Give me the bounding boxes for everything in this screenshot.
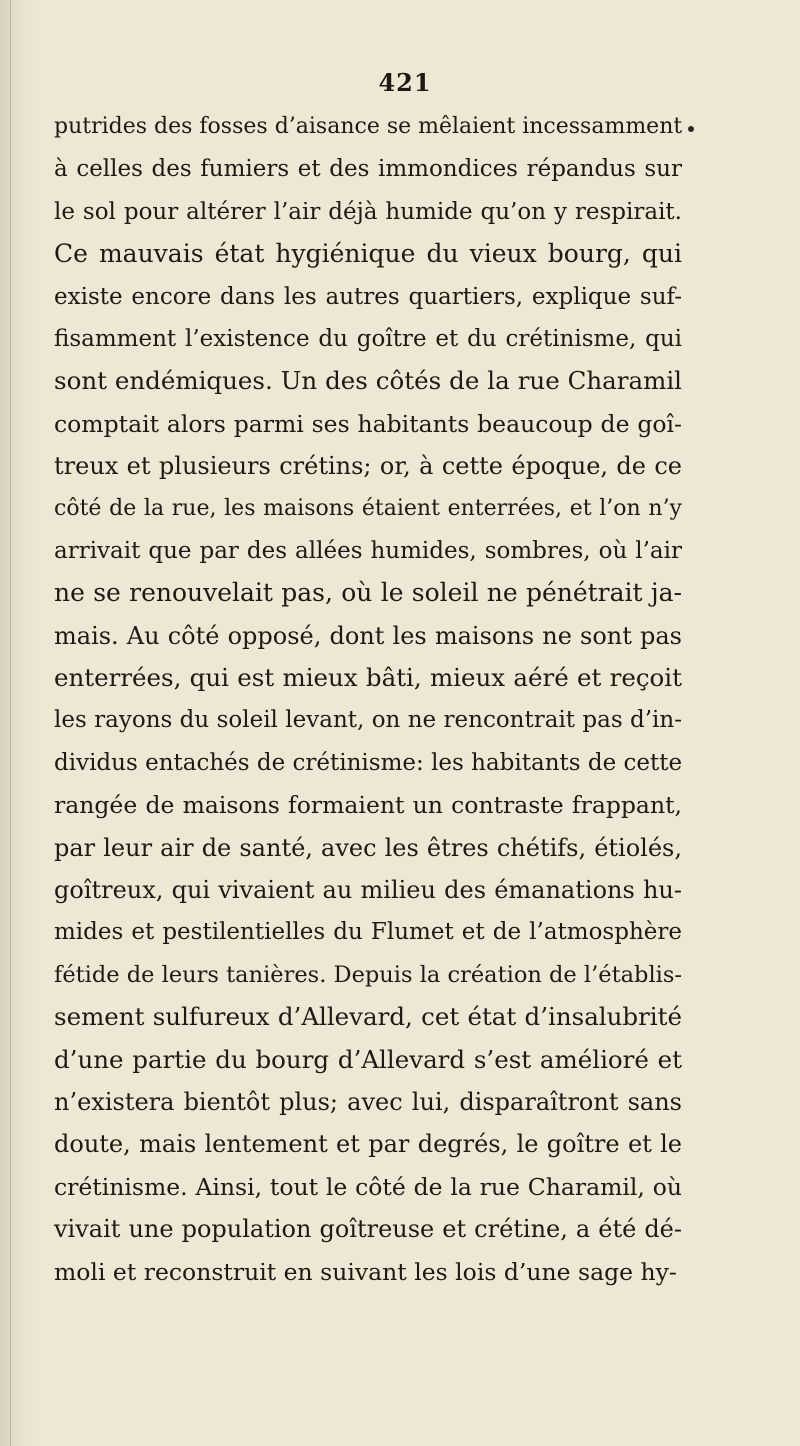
binding-gutter: [10, 0, 11, 1446]
text-line: d’une partie du bourg d’Allevard s’est amélioré et: [54, 1044, 682, 1074]
text-line: mais. Au côté opposé, dont les maisons ne sont pas: [54, 621, 682, 650]
text-line: comptait alors parmi ses habitants beaucoup de goî-: [54, 409, 682, 438]
text-line: mides et pestilentielles du Flumet et de l’atmosphère: [54, 919, 682, 946]
body-text: [54, 106, 682, 1293]
text-line: côté de la rue, les maisons étaient enterrées, et l’on n’y: [54, 495, 682, 521]
text-line: putrides des fosses d’aisance se mêlaient incessamment: [54, 114, 683, 139]
text-line: ne se renouvelait pas, où le soleil ne pénétrait ja-: [54, 578, 682, 608]
text-line: goîtreux, qui vivaient au milieu des émanations hu-: [54, 876, 682, 905]
text-line: doute, mais lentement et par degrés, le goître et le: [54, 1130, 682, 1159]
text-line: sont endémiques. Un des côtés de la rue Charamil: [54, 366, 682, 396]
text-line: dividus entachés de crétinisme: les habitants de cette: [54, 749, 683, 776]
text-line: par leur air de santé, avec les êtres chétifs, étiolés,: [54, 833, 682, 862]
text-line: arrivait que par des allées humides, sombres, où l’air: [54, 537, 682, 564]
text-line: existe encore dans les autres quartiers, explique suf-: [54, 283, 682, 310]
text-line: crétinisme. Ainsi, tout le côté de la rue Charamil, où: [54, 1172, 682, 1201]
text-line: les rayons du soleil levant, on ne rencontrait pas d’in-: [54, 707, 682, 734]
text-line: à celles des fumiers et des immondices répandus sur: [54, 156, 682, 183]
text-line: rangée de maisons formaient un contraste frappant,: [54, 791, 682, 820]
text-line: le sol pour altérer l’air déjà humide qu’on y respirait.: [54, 198, 682, 225]
text-line: n’existera bientôt plus; avec lui, disparaîtront sans: [54, 1087, 682, 1116]
text-line: sement sulfureux d’Allevard, cet état d’insalubrité: [54, 1002, 682, 1032]
text-line: moli et reconstruit en suivant les lois d’une sage hy-: [54, 1257, 677, 1286]
page-number: 421: [378, 68, 432, 97]
text-line: enterrées, qui est mieux bâti, mieux aéré et reçoit: [54, 663, 682, 693]
text-line: Ce mauvais état hygiénique du vieux bourg, qui: [54, 239, 682, 269]
text-line: treux et plusieurs crétins; or, à cette époque, de ce: [54, 452, 682, 481]
text-line: fisamment l’existence du goître et du crétinisme, qui: [54, 325, 682, 352]
margin-ink-mark: [688, 126, 694, 132]
text-line: fétide de leurs tanières. Depuis la création de l’établis-: [54, 961, 682, 988]
text-line: vivait une population goîtreuse et crétine, a été dé-: [54, 1215, 682, 1244]
